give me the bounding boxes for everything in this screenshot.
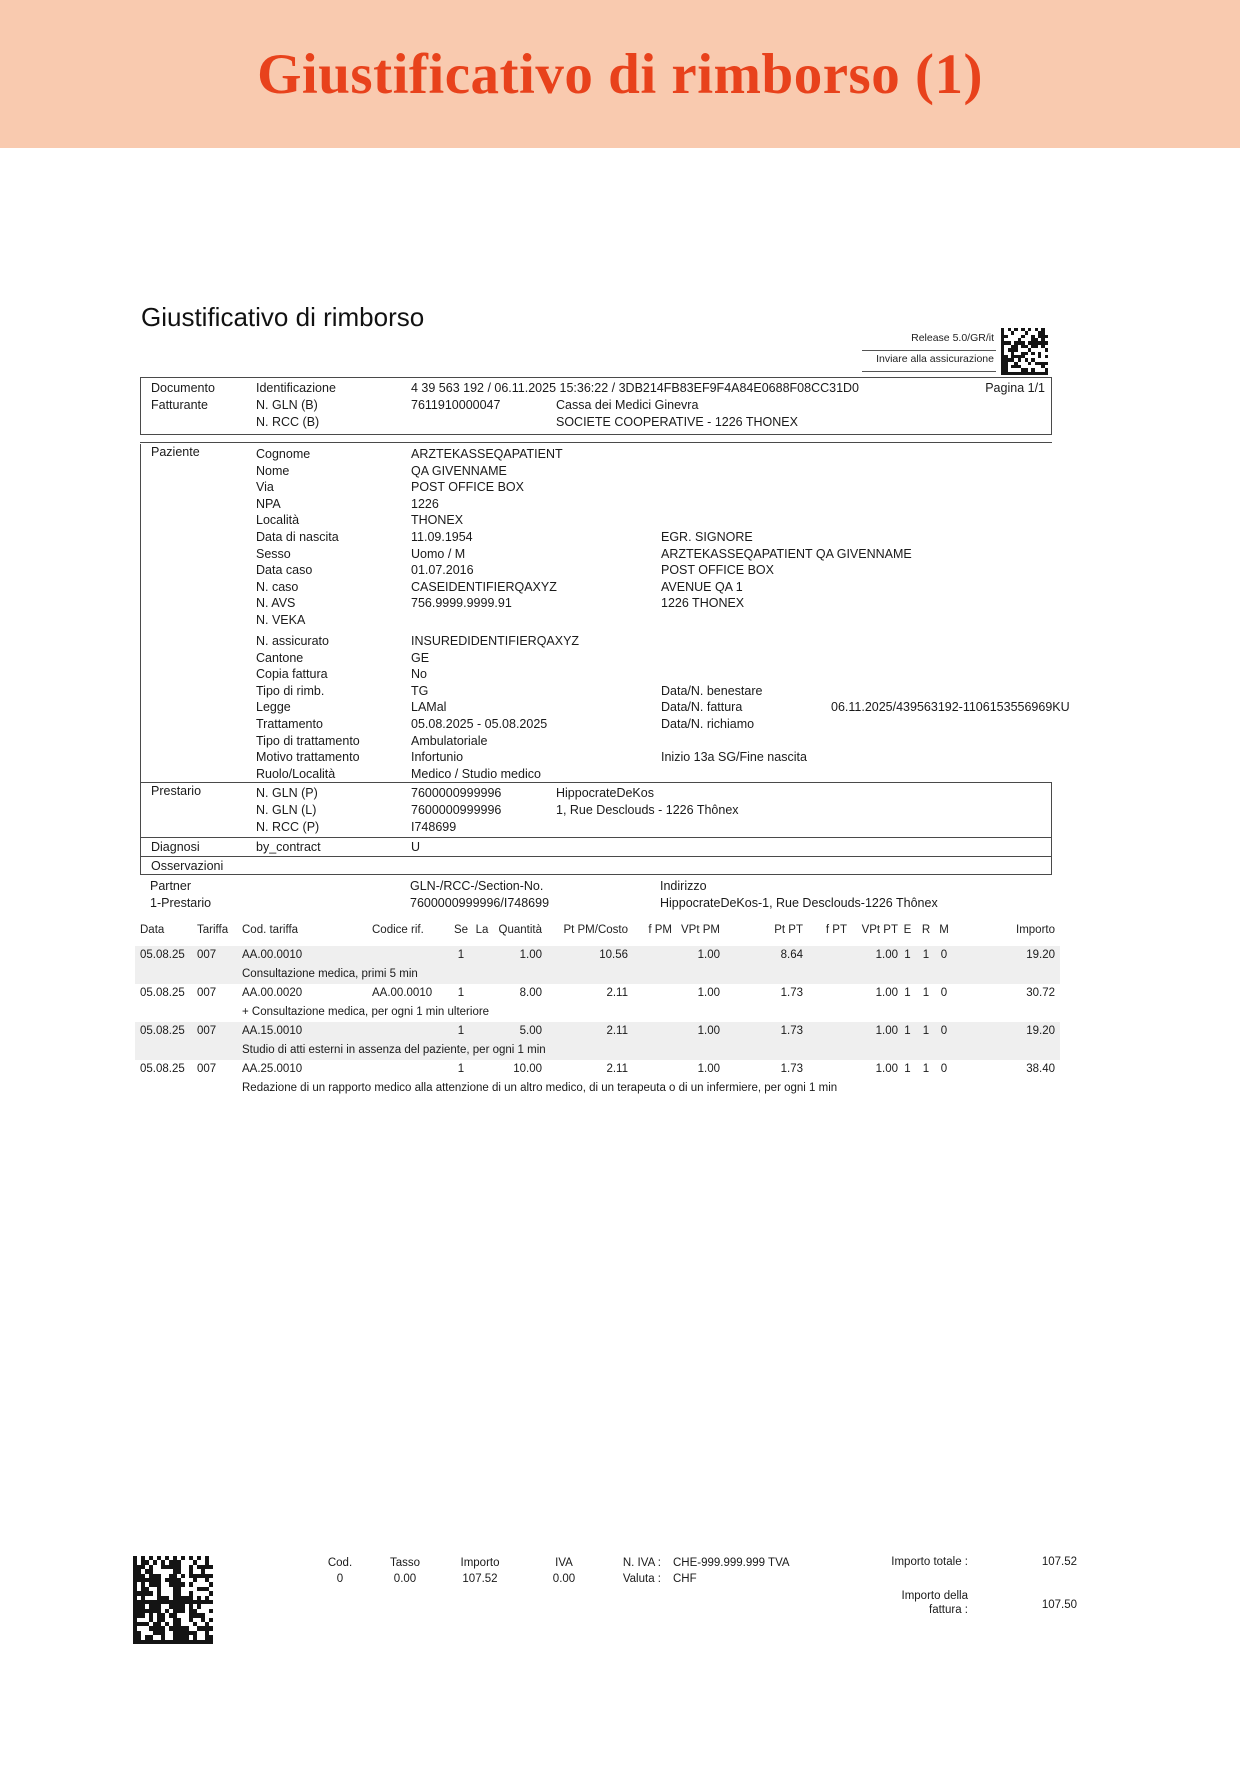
patient-field-row	[141, 463, 1053, 480]
send-to-insurance-label: Inviare alla assicurazione	[862, 351, 996, 372]
divider	[140, 442, 1052, 443]
col-header-vptpm: VPt PM	[681, 924, 720, 936]
partner-header-row	[140, 878, 1052, 895]
cell-ptpt: 1.73	[780, 1063, 803, 1075]
column-header: Indirizzo	[660, 879, 707, 893]
table-row	[135, 1022, 1060, 1041]
field-label: Tipo di trattamento	[256, 733, 360, 748]
patient-field-row	[141, 496, 1053, 513]
field-extra: Cassa dei Medici Ginevra	[556, 398, 699, 412]
cell-ptpt: 1.73	[780, 1025, 803, 1037]
col-header-importo: Importo	[1016, 924, 1055, 936]
cell-cod-tariffa: AA.00.0020	[242, 987, 303, 999]
patient-field-row	[141, 446, 1053, 463]
col-header-fpt: f PT	[825, 924, 847, 936]
cell-cod-tariffa: AA.25.0010	[242, 1063, 303, 1075]
field-value: 01.07.2016	[411, 563, 474, 578]
col-header-cod-tariffa: Cod. tariffa	[242, 924, 299, 936]
cell-importo: 19.20	[1026, 949, 1055, 961]
col-header-vptpt: VPt PT	[861, 924, 898, 936]
cell-r: 1	[922, 1063, 930, 1075]
vat-number-value: CHE-999.999.999 TVA	[673, 1557, 790, 1569]
cell-e: 1	[904, 1063, 911, 1075]
field-label: Motivo trattamento	[256, 750, 360, 765]
footer-col-iva	[533, 1555, 595, 1587]
cell-m: 0	[940, 987, 948, 999]
field-label: Cognome	[256, 447, 311, 461]
field-label: N. GLN (B)	[256, 398, 318, 412]
footer-tax-columns	[315, 1555, 595, 1587]
cell-vptpt: 1.00	[875, 1025, 898, 1037]
field-value: 1226	[411, 496, 439, 511]
field-value: 7600000999996	[411, 786, 502, 800]
column-header: GLN-/RCC-/Section-No.	[410, 879, 544, 893]
diagnosi-row	[141, 839, 1051, 856]
col-header-ptpm-costo: Pt PM/Costo	[563, 924, 628, 936]
field-label: N. RCC (P)	[256, 820, 320, 834]
cell-vptpm: 1.00	[697, 1025, 720, 1037]
cell-cod-tariffa: AA.00.0010	[242, 949, 303, 961]
field-label: Via	[256, 480, 274, 495]
cell-importo: 38.40	[1026, 1063, 1055, 1075]
cell-se: 1	[457, 1025, 465, 1037]
table-item	[135, 984, 1060, 1022]
field-value: I748699	[411, 820, 457, 834]
osservazioni-section	[140, 856, 1052, 875]
release-version: Release 5.0/GR/it	[862, 330, 996, 351]
patient-field-row	[141, 562, 1053, 579]
cell-tariffa: 007	[197, 987, 217, 999]
cell-quantita: 1.00	[519, 949, 542, 961]
tariff-items-table	[135, 921, 1060, 1098]
field-right: Data/N. fattura	[661, 700, 743, 715]
field-label: N. VEKA	[256, 612, 306, 627]
cell-codice-rif: AA.00.0010	[372, 987, 433, 999]
cell-vptpm: 1.00	[697, 1063, 720, 1075]
patient-field-row	[141, 716, 1053, 733]
cell-vptpm: 1.00	[697, 987, 720, 999]
patient-field-row	[141, 666, 1053, 683]
col-header-r: R	[921, 924, 931, 936]
patient-field-row	[141, 529, 1053, 546]
footer-vat-block	[600, 1555, 790, 1587]
field-value: No	[411, 667, 427, 682]
item-description: Studio di atti esterni in assenza del paziente, per ogni 1 min	[242, 1044, 546, 1056]
field-label: N. caso	[256, 579, 299, 594]
field-label: NPA	[256, 496, 281, 511]
table-item	[135, 946, 1060, 984]
patient-field-row	[141, 699, 1070, 716]
col-header-fpm: f PM	[648, 924, 672, 936]
patient-field-row	[141, 650, 1053, 667]
field-label: Data caso	[256, 563, 313, 578]
cell-quantita: 8.00	[519, 987, 542, 999]
field-value: Infortunio	[411, 750, 464, 765]
currency-label: Valuta :	[622, 1573, 661, 1585]
cell-e: 1	[904, 949, 911, 961]
field-right: Inizio 13a SG/Fine nascita	[661, 750, 807, 765]
invoice-amount-value: 107.50	[1041, 1599, 1077, 1611]
vat-number-label: N. IVA :	[622, 1557, 661, 1569]
prestario-field-row	[141, 802, 1051, 819]
field-extra: HippocrateDeKos	[556, 786, 654, 800]
footer-col-value: 0.00	[393, 1573, 417, 1585]
partner-rows	[140, 895, 1052, 912]
patient-field-row	[141, 749, 1053, 766]
field-right: ARZTEKASSEQAPATIENT QA GIVENNAME	[661, 546, 912, 561]
field-right: 1226 THONEX	[661, 596, 745, 611]
patient-field-row	[141, 479, 1053, 496]
patient-field-row	[141, 579, 1053, 596]
col-header-codice-rif: Codice rif.	[372, 924, 424, 936]
field-label: N. GLN (P)	[256, 786, 318, 800]
cell-e: 1	[904, 1025, 911, 1037]
field-label: Copia fattura	[256, 667, 328, 682]
section-label: Fatturante	[151, 398, 208, 412]
patient-field-row	[141, 733, 1053, 750]
cell-vptpm: 1.00	[697, 949, 720, 961]
field-label: Località	[256, 513, 300, 528]
prestario-field-row	[141, 819, 1051, 836]
diagnosi-section	[140, 837, 1052, 857]
page-banner	[0, 0, 1240, 148]
col-header-se: Se	[453, 924, 469, 936]
field-value: GE	[411, 650, 430, 665]
field-value: POST OFFICE BOX	[411, 480, 524, 495]
footer-col-cod	[315, 1555, 365, 1587]
patient-field-row	[141, 612, 1053, 629]
cell-vptpt: 1.00	[875, 1063, 898, 1075]
cell-e: 1	[904, 987, 911, 999]
diagnosi-value: U	[411, 840, 421, 854]
cell-data: 05.08.25	[140, 987, 185, 999]
invoice-amount-label: Importo della fattura :	[901, 1590, 968, 1616]
partner-address: HippocrateDeKos-1, Rue Desclouds-1226 Thônex	[660, 895, 938, 910]
section-label: Prestario	[151, 784, 202, 798]
field-label: N. assicurato	[256, 634, 329, 648]
table-item	[135, 1022, 1060, 1060]
paziente-section	[140, 444, 1070, 782]
field-label: Identificazione	[256, 381, 336, 395]
field-label: Trattamento	[256, 716, 323, 731]
field-value: 11.09.1954	[411, 529, 473, 544]
field-value: THONEX	[411, 513, 464, 528]
cell-m: 0	[940, 949, 948, 961]
field-extra: SOCIETE COOPERATIVE - 1226 THONEX	[556, 415, 798, 429]
field-label: Ruolo/Località	[256, 766, 336, 781]
cell-ptpt: 1.73	[780, 987, 803, 999]
footer-col-value: 107.52	[462, 1573, 498, 1585]
patient-field-row	[141, 633, 1053, 650]
field-value: 7611910000047	[411, 398, 501, 412]
cell-importo: 30.72	[1026, 987, 1055, 999]
table-row	[135, 1060, 1060, 1079]
field-extra: 1, Rue Desclouds - 1226 Thônex	[556, 803, 739, 817]
cell-r: 1	[922, 1025, 930, 1037]
cell-ptpm-costo: 2.11	[606, 987, 628, 999]
section-label: Documento	[151, 381, 215, 395]
cell-data: 05.08.25	[140, 1063, 185, 1075]
cell-tariffa: 007	[197, 1025, 217, 1037]
field-right: EGR. SIGNORE	[661, 529, 753, 544]
patient-fields-block1	[141, 446, 1053, 629]
col-header-la: La	[475, 924, 489, 936]
cell-data: 05.08.25	[140, 1025, 185, 1037]
col-header-e: E	[903, 924, 912, 936]
col-header-quantita: Quantità	[498, 924, 542, 936]
partner-section	[140, 878, 1052, 912]
field-label: Data di nascita	[256, 529, 339, 544]
col-header-m: M	[939, 924, 949, 936]
cell-r: 1	[922, 949, 930, 961]
total-amount-value: 107.52	[1041, 1556, 1077, 1568]
field-value: LAMal	[411, 700, 447, 715]
footer-col-value: 0.00	[552, 1573, 576, 1585]
field-value: Uomo / M	[411, 546, 466, 561]
footer-col-importo	[445, 1555, 515, 1587]
field-value: INSUREDIDENTIFIERQAXYZ	[411, 634, 580, 648]
page-title: Giustificativo di rimborso (1)	[257, 42, 983, 106]
prestario-section	[140, 782, 1052, 838]
field-label: Nome	[256, 463, 290, 478]
cell-cod-tariffa: AA.15.0010	[242, 1025, 303, 1037]
field-label: N. GLN (L)	[256, 803, 317, 817]
partner-row	[140, 895, 1052, 912]
documento-row	[141, 397, 1051, 414]
cell-m: 0	[940, 1063, 948, 1075]
documento-section	[140, 377, 1052, 435]
table-item	[135, 1060, 1060, 1098]
cell-se: 1	[457, 949, 465, 961]
field-value: QA GIVENNAME	[411, 463, 507, 478]
col-header-data: Data	[140, 924, 165, 936]
total-amount-label: Importo totale :	[891, 1556, 968, 1568]
patient-field-row	[141, 546, 1053, 563]
field-right-value: 06.11.2025/439563192-1106153556969KU	[831, 700, 1070, 715]
cell-se: 1	[457, 987, 465, 999]
cell-tariffa: 007	[197, 1063, 217, 1075]
table-row	[135, 946, 1060, 965]
field-value: 7600000999996	[411, 803, 502, 817]
datamatrix-icon	[133, 1556, 213, 1644]
item-description: Redazione di un rapporto medico alla attenzione di un altro medico, di un terapeuta o di un infermiere, per ogni 1 min	[242, 1082, 838, 1094]
field-right: POST OFFICE BOX	[661, 563, 774, 578]
prestario-field-row	[141, 785, 1051, 802]
cell-ptpm-costo: 2.11	[606, 1025, 628, 1037]
cell-r: 1	[922, 987, 930, 999]
item-description: + Consultazione medica, per ogni 1 min ulteriore	[242, 1006, 490, 1018]
partner-gln: 7600000999996/I748699	[410, 895, 550, 910]
section-label: Partner	[150, 879, 191, 893]
section-label: Paziente	[151, 445, 200, 459]
table-header-row	[135, 921, 1060, 940]
item-description: Consultazione medica, primi 5 min	[242, 968, 418, 980]
release-block	[862, 330, 996, 372]
cell-quantita: 5.00	[519, 1025, 542, 1037]
footer-col-label: IVA	[555, 1557, 573, 1569]
field-value: Medico / Studio medico	[411, 766, 541, 781]
partner-name: 1-Prestario	[150, 895, 212, 910]
cell-importo: 19.20	[1026, 1025, 1055, 1037]
diagnosi-type: by_contract	[256, 840, 321, 854]
document-title: Giustificativo di rimborso	[141, 302, 425, 332]
cell-ptpm-costo: 10.56	[599, 949, 628, 961]
documento-row	[141, 414, 1051, 431]
footer-col-label: Importo	[460, 1557, 500, 1569]
patient-fields-block2	[141, 633, 1070, 782]
table-row	[135, 984, 1060, 1003]
field-value: 756.9999.9999.91	[411, 596, 512, 611]
section-label: Osservazioni	[151, 859, 224, 873]
documento-row	[141, 380, 1051, 397]
patient-field-row	[141, 766, 1053, 783]
section-label: Diagnosi	[151, 840, 200, 854]
field-right: AVENUE QA 1	[661, 579, 743, 594]
cell-ptpm-costo: 2.11	[606, 1063, 628, 1075]
cell-vptpt: 1.00	[875, 987, 898, 999]
field-value: TG	[411, 683, 429, 698]
field-right: Data/N. richiamo	[661, 716, 755, 731]
field-label: Cantone	[256, 650, 304, 665]
col-header-tariffa: Tariffa	[197, 924, 229, 936]
footer-col-label: Cod.	[327, 1557, 353, 1569]
field-value: ARZTEKASSEQAPATIENT	[411, 447, 563, 461]
field-value: 4 39 563 192 / 06.11.2025 15:36:22 / 3DB214FB83EF9F4A84E0688F08CC31D0	[411, 381, 860, 395]
cell-vptpt: 1.00	[875, 949, 898, 961]
field-label: N. AVS	[256, 596, 296, 611]
cell-ptpt: 8.64	[780, 949, 803, 961]
currency-value: CHF	[673, 1573, 697, 1585]
field-right: Data/N. benestare	[661, 683, 763, 698]
col-header-ptpt: Pt PT	[774, 924, 803, 936]
field-label: Sesso	[256, 546, 291, 561]
footer-col-label: Tasso	[389, 1557, 421, 1569]
field-value: CASEIDENTIFIERQAXYZ	[411, 579, 557, 594]
cell-m: 0	[940, 1025, 948, 1037]
field-label: Legge	[256, 700, 291, 715]
cell-se: 1	[457, 1063, 465, 1075]
field-label: N. RCC (B)	[256, 415, 320, 429]
patient-field-row	[141, 683, 1053, 700]
cell-data: 05.08.25	[140, 949, 185, 961]
footer-col-value: 0	[336, 1573, 344, 1585]
cell-quantita: 10.00	[513, 1063, 542, 1075]
osservazioni-row	[141, 858, 1051, 875]
field-value: 05.08.2025 - 05.08.2025	[411, 716, 548, 731]
footer-col-tasso	[375, 1555, 435, 1587]
patient-field-row	[141, 595, 1053, 612]
patient-field-row	[141, 512, 1053, 529]
field-label: Tipo di rimb.	[256, 683, 325, 698]
cell-tariffa: 007	[197, 949, 217, 961]
table-body	[135, 946, 1060, 1098]
datamatrix-icon	[1001, 328, 1048, 375]
page-number: Pagina 1/1	[985, 381, 1045, 395]
field-value: Ambulatoriale	[411, 733, 488, 748]
